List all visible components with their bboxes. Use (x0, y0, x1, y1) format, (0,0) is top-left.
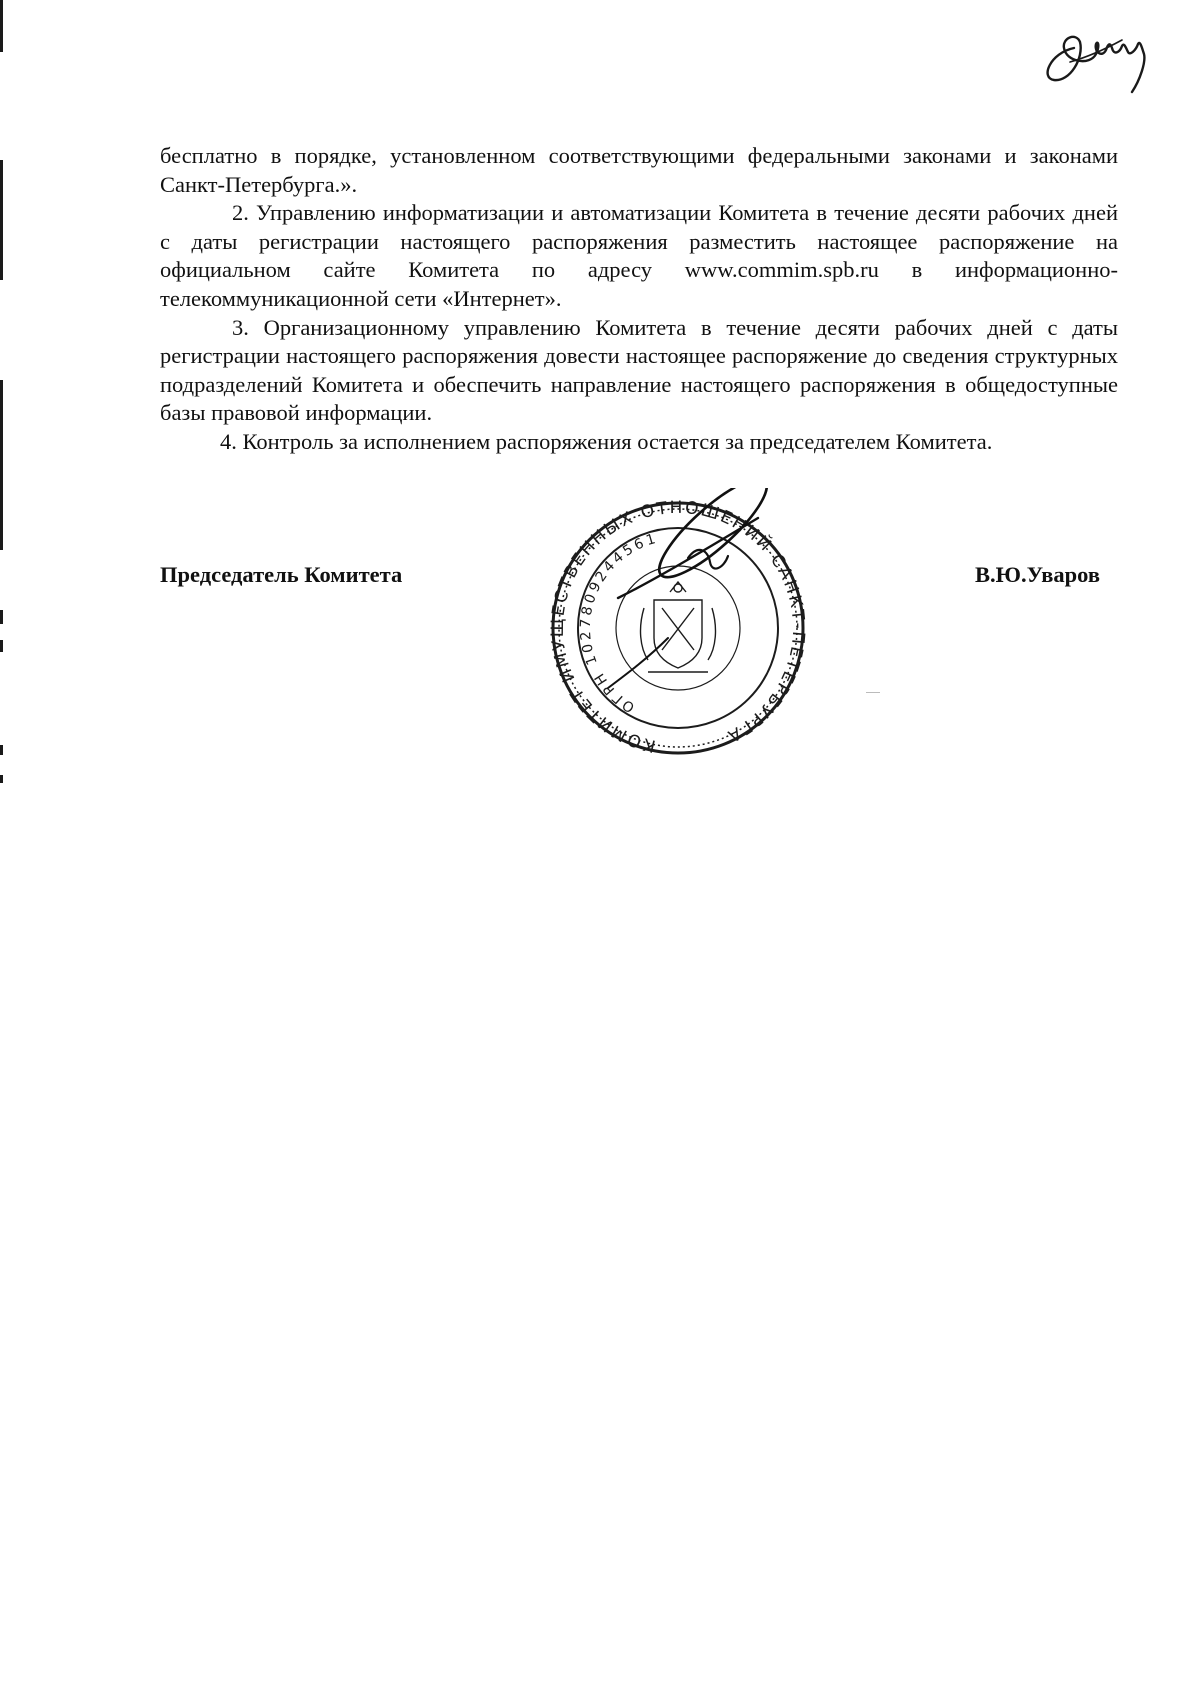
scan-edge-mark (0, 0, 3, 52)
seal-inner-text: ОГРН 1027809244561 (577, 530, 661, 716)
signatory-name: В.Ю.Уваров (975, 562, 1101, 587)
document-body (160, 142, 1118, 457)
seal-outer-text: КОМИТЕТ ИМУЩЕСТВЕННЫХ ОТНОШЕНИЙ САНКТ-ПЕТЕРБУРГА (548, 497, 808, 756)
scan-speck (866, 692, 880, 693)
scan-edge-mark (0, 380, 3, 550)
paragraph-item-3: 3. Организационному управлению Комитета в течение десяти рабочих дней с даты регистрации настоящего распоряжения довести настоящее распоряжение до сведения структурных подразделений Комитета и обеспечить направление настоящего распоряжения в общедоступные базы правовой информации. (160, 314, 1118, 426)
scan-edge-mark (0, 775, 3, 783)
scan-edge-mark (0, 745, 3, 755)
scan-edge-mark (0, 160, 3, 280)
paragraph-item-4: 4. Контроль за исполнением распоряжения остается за председателем Комитета. (220, 428, 993, 454)
official-seal (548, 488, 808, 778)
paragraph-continuation: бесплатно в порядке, установленном соответствующими федеральными законами и законами Санкт-Петербурга.». (160, 143, 1118, 197)
scan-edge-mark (0, 640, 3, 652)
paragraph-item-2: 2. Управлению информатизации и автоматизации Комитета в течение десяти рабочих дней с даты регистрации настоящего распоряжения разместить настоящее распоряжение на официальном сайте Комитета по адресу www.commim.spb.ru в информационно-телекоммуникационной сети «Интернет». (160, 200, 1118, 311)
signatory-title: Председатель Комитета (160, 562, 403, 587)
handwritten-initials (1040, 18, 1180, 98)
scan-edge-mark (0, 610, 3, 624)
coat-of-arms-icon (641, 582, 716, 672)
